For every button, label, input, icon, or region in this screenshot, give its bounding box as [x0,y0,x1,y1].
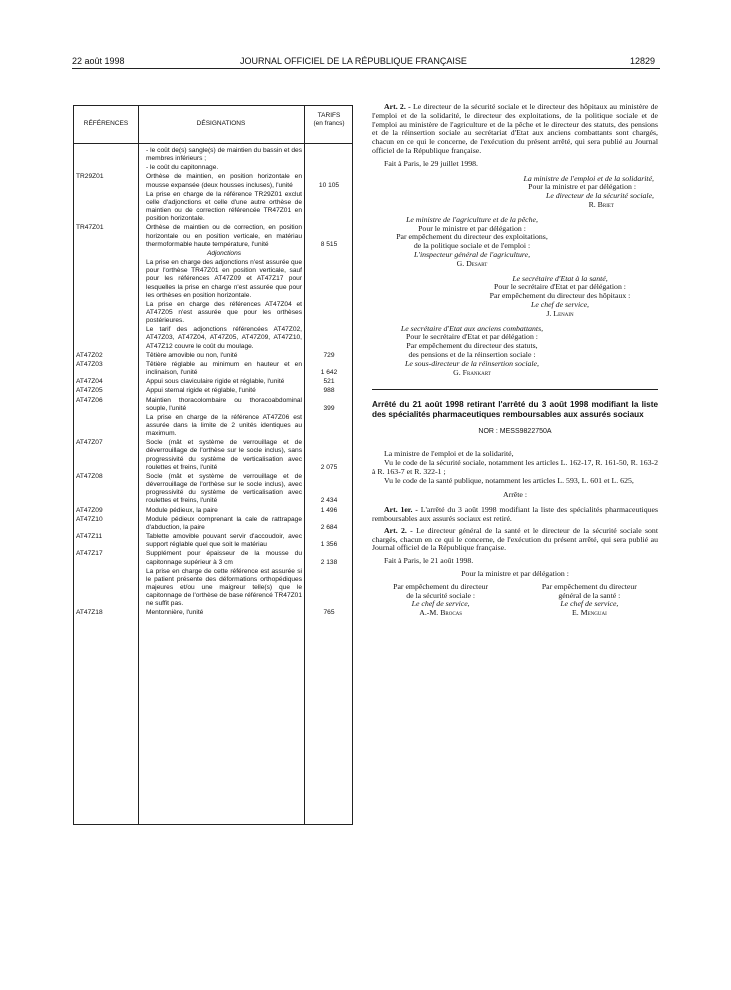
final-signatures [372,583,658,618]
sig4-name: G. Frankart [453,367,491,377]
row-tariff: 2 434 [320,497,338,505]
row-designation: Appui sternal rigide et réglable, l'unité [146,387,256,395]
row-designation: La prise en charge de la référence AT47Z06 est assurée dans la limite de 2 unités identiques au maximum. [146,413,302,438]
header-rule [72,68,660,69]
table-row [74,568,352,609]
table-row [74,550,352,566]
final-sig-right-name: E. Menguai [571,608,607,618]
sig4-line: Pour le secrétaire d'Etat et par délégation : [406,332,538,342]
sig4-line: Le sous-directeur de la réinsertion sociale, [405,358,539,368]
row-tariff: 1 496 [320,506,338,514]
article-2-label: Art. 2. - [384,102,411,111]
signature-date: Fait à Paris, le 29 juillet 1998. [384,158,478,168]
row-designation: La prise en charge de la référence TR29Z01 exclut celle d'adjonctions et celle d'une autre orthèse de maintien ou de correction référencée TR47Z01 en position horizontale. [146,190,302,223]
sig1-line: Le directeur de la sécurité sociale, [546,191,654,201]
table-row [74,191,352,224]
right-column [372,103,658,618]
header-row-rule [74,143,352,144]
row-designation: Socle (mât et système de verrouillage et de déverrouillage de l'orthèse sur le socle inclus), avec progressivité du système de verticalisation avec roulettes et freins, l'unité [146,472,302,505]
delegation-line: Pour la ministre et par délégation : [461,569,569,579]
table-row [74,301,352,325]
arrete-heading: Arrête : [502,490,528,500]
sig1-line: La ministre de l'emploi et de la solidarité, [523,173,654,183]
row-reference: AT47Z07 [76,439,103,447]
signature-block-1 [372,175,658,210]
row-designation: Têtière réglable au minimum en hauteur et en inclinaison, l'unité [146,360,302,377]
final-signature-left [372,583,509,618]
row-designation: La prise en charge de cette référence est assurée si le patient présente des déformations orthopédiques majeures et/ou une maigreur telle(s) que le capitonnage de l'orthèse de base référencé TR47Z01 ne suffit pas. [146,567,302,608]
final-sig-left-line: Le chef de service, [411,599,470,609]
article-1-paragraph [372,506,658,524]
table-row [74,516,352,532]
row-designation: Orthèse de maintien ou de correction, en position horizontale ou en position verticale, en matériau thermoformable haute température, l'unité [146,224,302,248]
row-tariff: 765 [323,609,335,617]
row-tariff: 2 075 [320,463,338,471]
row-designation: Module pédieux comprenant la cale de rattrapage d'abduction, la paire [146,515,302,531]
signature-block-2 [372,216,572,269]
row-designation: La prise en charge des références AT47Z04 et AT47Z05 n'est assurée que pour les orthèses postérieures. [146,300,302,325]
row-designation: Module pédieux, la paire [146,506,218,514]
table-body [74,147,352,619]
sig3-line: Par empêchement du directeur des hôpitaux : [489,291,631,301]
table-row [74,507,352,515]
sig2-name: G. Desart [456,258,488,268]
nor-reference: NOR : MESS9822750A [478,427,552,435]
section-rule [372,389,658,390]
sig3-name: J. Lenain [546,308,574,318]
signature-date-2: Fait à Paris, le 21 août 1998. [384,556,474,566]
table-row [74,473,352,506]
table-row [74,533,352,549]
sig2-line: L'inspecteur général de l'agriculture, [413,249,531,259]
row-reference: TR29Z01 [76,173,104,181]
article-1-text: L'arrêté du 3 août 1998 modifiant la liste des spécialités pharmaceutiques remboursables aux assurés sociaux est retiré. [372,505,659,524]
visa-2: Vu le code de la santé publique, notamment les articles L. 593, L. 601 et L. 625, [384,475,634,485]
row-tariff: 1 356 [320,541,338,549]
sig2-line: Pour le ministre et par délégation : [418,223,526,233]
sig4-line: Par empêchement du directeur des statuts, [406,341,538,351]
row-reference: AT47Z03 [76,360,103,368]
row-designation: Maintien thoracolombaire ou thoracoabdominal souple, l'unité [146,396,302,412]
article-2-text: Le directeur de la sécurité sociale et le directeur des hôpitaux au ministère de l'emploi et de la solidarité, le directeur des exploitations, de la politique sociale et de l'emploi au ministère de l'agriculture et de la pêche et le directeur des statuts, des pensions et de la réinsertion sociale au secrétariat d'Etat aux anciens combattants sont chargés, chacun en ce qui le concerne, de l'exécution du présent arrêté, qui sera publié au Journal officiel de la République française. [372,102,659,155]
row-reference: AT47Z11 [76,533,103,541]
column-header-designations: DÉSIGNATIONS [196,120,246,127]
sig1-name: R. Briet [588,199,614,209]
row-designation: La prise en charge des adjonctions n'est assurée que pour l'orthèse TR47Z01 en position verticale, sauf pour les références AT47Z09 et AT47Z17 pour lesquelles la prise en charge n'est assurée que pour les orthèses en position horizontale. [146,259,302,299]
row-tariff: 521 [323,378,335,386]
row-designation: - le coût de(s) sangle(s) de maintien du bassin et des membres inférieurs ; [146,147,302,163]
table-row [74,397,352,413]
final-signature-right [521,583,658,618]
row-reference: AT47Z09 [76,506,103,514]
row-designation: - le coût du capitonnage. [146,164,219,172]
sig3-line: Pour le secrétaire d'Etat et par délégation : [494,282,626,292]
row-reference: TR47Z01 [76,224,104,232]
row-tariff: 10 105 [318,181,340,189]
sig2-line: Le ministre de l'agriculture et de la pêche, [406,214,538,224]
table-row [74,173,352,189]
header-title: JOURNAL OFFICIEL DE LA RÉPUBLIQUE FRANÇAISE [240,56,467,66]
table-row [74,164,352,172]
signature-block-3 [462,275,658,319]
row-designation: Adjonctions [206,249,242,257]
final-sig-right-line: Par empêchement du directeur [541,581,637,591]
row-designation: Mentonnière, l'unité [146,609,204,617]
table-row [74,352,352,360]
row-designation: Supplément pour épaisseur de la mousse du capitonnage supérieur à 3 cm [146,550,302,566]
table-row [74,378,352,386]
sig3-line: Le chef de service, [530,299,590,309]
table-row [74,326,352,350]
final-sig-left-name: A.-M. Brocas [419,608,463,618]
table-row [74,361,352,377]
sig1-line: Pour la ministre et par délégation : [528,182,636,192]
sig3-line: Le secrétaire d'Etat à la santé, [512,273,608,283]
row-designation: Orthèse de maintien, en position horizontale en mousse expansée (deux housses incluses), l'unité [146,173,302,189]
final-sig-right-line: général de la santé : [558,590,621,600]
row-reference: AT47Z17 [76,550,103,558]
minister-intro: La ministre de l'emploi et de la solidarité, [384,449,514,459]
table-row [74,609,352,617]
column-header-tarifs-line2: (en francs) [313,120,345,127]
table-row [74,259,352,300]
article-2b-label: Art. 2. - [384,525,413,535]
header-date: 22 août 1998 [72,56,125,66]
row-tariff: 2 138 [320,558,338,566]
column-header-tarifs-line1: TARIFS [317,112,341,119]
article-2-paragraph [372,103,658,156]
row-designation: Têtière amovible ou non, l'unité [146,351,238,359]
article-2b-text: Le directeur général de la santé et le directeur de la sécurité sociale sont chargés, chacun en ce qui le concerne, de l'exécution du présent arrêté, qui sera publié au Journal officiel de la République française. [372,525,658,553]
row-tariff: 2 684 [320,523,338,531]
arrete-title: Arrêté du 21 août 1998 retirant l'arrêté du 3 août 1998 modifiant la liste des spécialités pharmaceutiques remboursables aux assurés sociaux [372,400,658,419]
final-sig-left-line: de la sécurité sociale : [406,590,476,600]
row-reference: AT47Z18 [76,609,103,617]
table-row [74,224,352,248]
row-tariff: 8 515 [320,240,338,248]
row-tariff: 729 [323,351,335,359]
final-sig-left-line: Par empêchement du directeur [393,581,489,591]
row-reference: AT47Z08 [76,472,103,480]
final-sig-right-line: Le chef de service, [560,599,619,609]
visa-1: Vu le code de la sécurité sociale, notamment les articles L. 162-17, R. 161-50, R. 163-2 à R. 163-7 et R. 322-1 ; [372,458,658,476]
row-designation: Socle (mât et système de verrouillage et de déverrouillage de l'orthèse sur le socle inclus), sans progressivité du système de verticalisation avec roulettes et freins, l'unité [146,439,302,471]
table-row [74,387,352,395]
article-1-label: Art. 1er. - [384,505,418,515]
header-page-number: 12829 [630,56,656,66]
row-tariff: 988 [323,387,335,395]
sig2-line: Par empêchement du directeur des exploitations, [396,232,548,242]
row-reference: AT47Z02 [76,351,103,359]
row-designation: Appui sous claviculaire rigide et réglable, l'unité [146,378,285,386]
row-reference: AT47Z05 [76,387,103,395]
row-tariff: 1 642 [320,369,338,377]
column-header-references: RÉFÉRENCES [83,120,129,127]
article-2b-paragraph [372,527,658,553]
row-tariff: 399 [323,404,335,412]
sig2-line: de la politique sociale et de l'emploi : [413,241,531,251]
sig4-line: Le secrétaire d'Etat aux anciens combattants, [400,323,544,333]
row-reference: AT47Z10 [76,515,103,523]
table-row [74,414,352,438]
column-header-tarifs [304,112,354,128]
row-designation: Tablette amovible pouvant servir d'accoudoir, avec support réglable quel que soit le matériau [146,533,302,549]
tariff-table [73,105,353,825]
row-reference: AT47Z04 [76,378,103,386]
table-row [74,147,352,163]
table-row [74,439,352,472]
sig4-line: des pensions et de la réinsertion sociale : [408,349,536,359]
table-row [74,250,352,258]
row-reference: AT47Z06 [76,396,103,404]
signature-block-4 [372,325,572,378]
row-designation: Le tarif des adjonctions référencées AT47Z02, AT47Z03, AT47Z04, AT47Z05, AT47Z09, AT47Z10, AT47Z12 couvre le coût du moulage. [146,326,302,350]
